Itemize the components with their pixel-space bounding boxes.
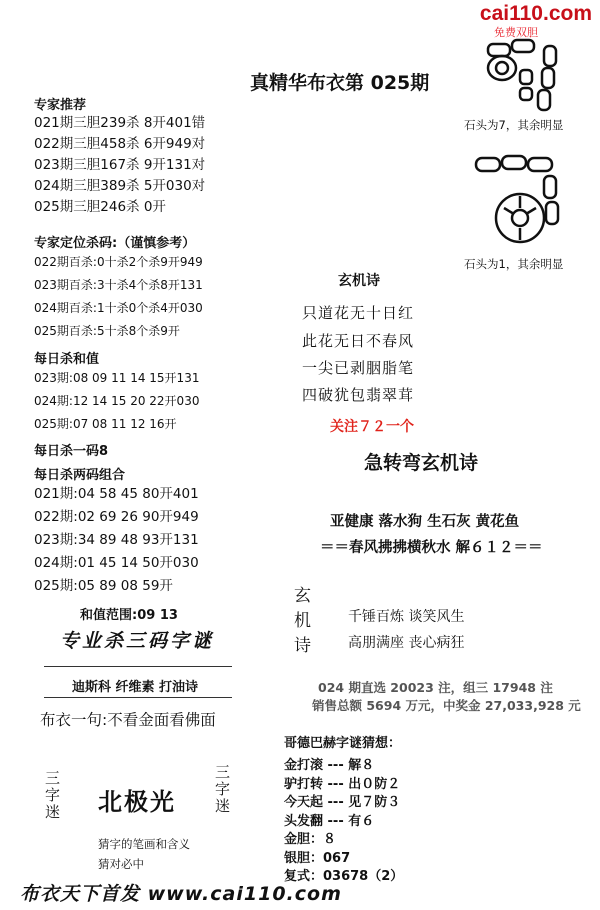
position-kill-line: 022期百杀:0十杀2个杀9开949 [34,255,203,269]
three-char-left-label: 三字迷 [43,770,61,821]
site-logo: cai110.com [479,2,592,25]
godel-line: 金胆：８ [284,832,337,847]
sales-line-2: 销售总额 5694 万元，中奖金 27,033,928 元 [312,698,581,713]
position-kill-line: 025期百杀:5十杀8个杀9开 [34,324,180,338]
daily-two-line: 023期:34 89 48 93开131 [34,532,199,548]
position-kill-heading: 专家定位杀码:（谨慎参考） [34,236,196,251]
daily-sum-line: 025期:07 08 11 12 16开 [34,417,177,431]
daily-two-section [34,464,199,598]
godel-section [284,732,403,887]
daily-two-line: 025期:05 89 08 59开 [34,578,173,594]
turn-poem-sub: ＝＝春风拂拂横秋水 解６１２＝＝ [320,540,543,556]
poem-heading: 玄机诗 [338,273,380,289]
godel-line: 今天起 --- 见７防３ [284,795,401,810]
daily-one-code: 每日杀一码8 [34,444,109,459]
riddle3-title: 专业杀三码字谜 [60,630,215,652]
expert-line: 021期三胆239杀 8开401错 [34,115,206,131]
daily-sum-line: 023期:08 09 11 14 15开131 [34,371,200,385]
sum-range: 和值范围:09 13 [80,608,178,623]
daily-sum-section [34,348,199,436]
buyi-line: 布衣一句:不看金面看佛面 [40,711,216,729]
daily-two-line: 021期:04 58 45 80开401 [34,486,199,502]
stone-caption-2: 石头为1，其余明显 [464,257,564,271]
daily-two-line: 022期:02 69 26 90开949 [34,509,199,525]
godel-heading: 哥德巴赫字谜猜想： [284,736,402,751]
godel-line: 头发翻 --- 有６ [284,813,375,829]
godel-line: 金打滚 --- 解８ [284,758,375,773]
godel-line: 复式：03678（2） [284,869,404,884]
poem-line: 此花无日不春风 [302,332,415,350]
poem-line: 四破犹包翡翠茸 [302,386,415,404]
expert-line: 025期三胆246杀 0开 [34,199,166,215]
expert-line: 023期三胆167杀 9开131对 [34,157,206,173]
xuanji-line: 高朋满座 丧心病狂 [348,635,465,651]
page-title: 真精华布衣第 025期 [250,72,430,94]
divider [44,697,232,698]
three-char-right-label: 三字迷 [213,764,231,815]
expert-line: 024期三胆389杀 5开030对 [34,178,206,194]
stone-1-image [460,150,590,250]
sales-line-1: 024 期直选 20023 注，组三 17948 注 [318,680,553,695]
turn-poem-title: 急转弯玄机诗 [364,452,479,474]
godel-line: 驴打转 --- 出０防２ [284,776,401,792]
daily-two-line: 024期:01 45 14 50开030 [34,555,199,571]
poem-line: 只道花无十日红 [302,304,415,322]
daily-two-heading: 每日杀两码组合 [34,468,126,483]
riddle3-items: 迪斯科 纤维素 打油诗 [72,680,199,695]
three-char-word: 北极光 [98,788,176,816]
expert-section [34,94,205,218]
stone-caption-1: 石头为7，其余明显 [464,118,564,132]
xuanji-line: 千锤百炼 谈笑风生 [348,609,465,625]
poem-line: 一尖已剥胭脂笔 [302,359,415,377]
godel-line: 银胆：067 [284,850,351,866]
position-kill-line: 024期百杀:1十杀0个杀4开030 [34,301,203,315]
xuanji-label: 玄机诗 [290,586,310,661]
three-char-note: 猜对必中 [98,857,144,871]
expert-line: 022期三胆458杀 6开949对 [34,136,206,152]
divider [44,666,232,667]
focus-text: 关注７２一个 [330,419,414,435]
footer-banner: 布衣天下首发 www.cai110.com [20,883,342,905]
position-kill-section [34,232,203,343]
daily-sum-line: 024期:12 14 15 20 22开030 [34,394,200,408]
daily-sum-heading: 每日杀和值 [34,352,100,367]
site-logo-subtitle: 免费双胆 [494,26,538,39]
expert-heading: 专家推荐 [34,98,87,113]
stone-7-image [468,30,588,120]
position-kill-line: 023期百杀:3十杀4个杀8开131 [34,278,203,292]
turn-poem-items: 亚健康 落水狗 生石灰 黄花鱼 [330,514,520,530]
three-char-note: 猜字的笔画和含义 [98,837,190,851]
